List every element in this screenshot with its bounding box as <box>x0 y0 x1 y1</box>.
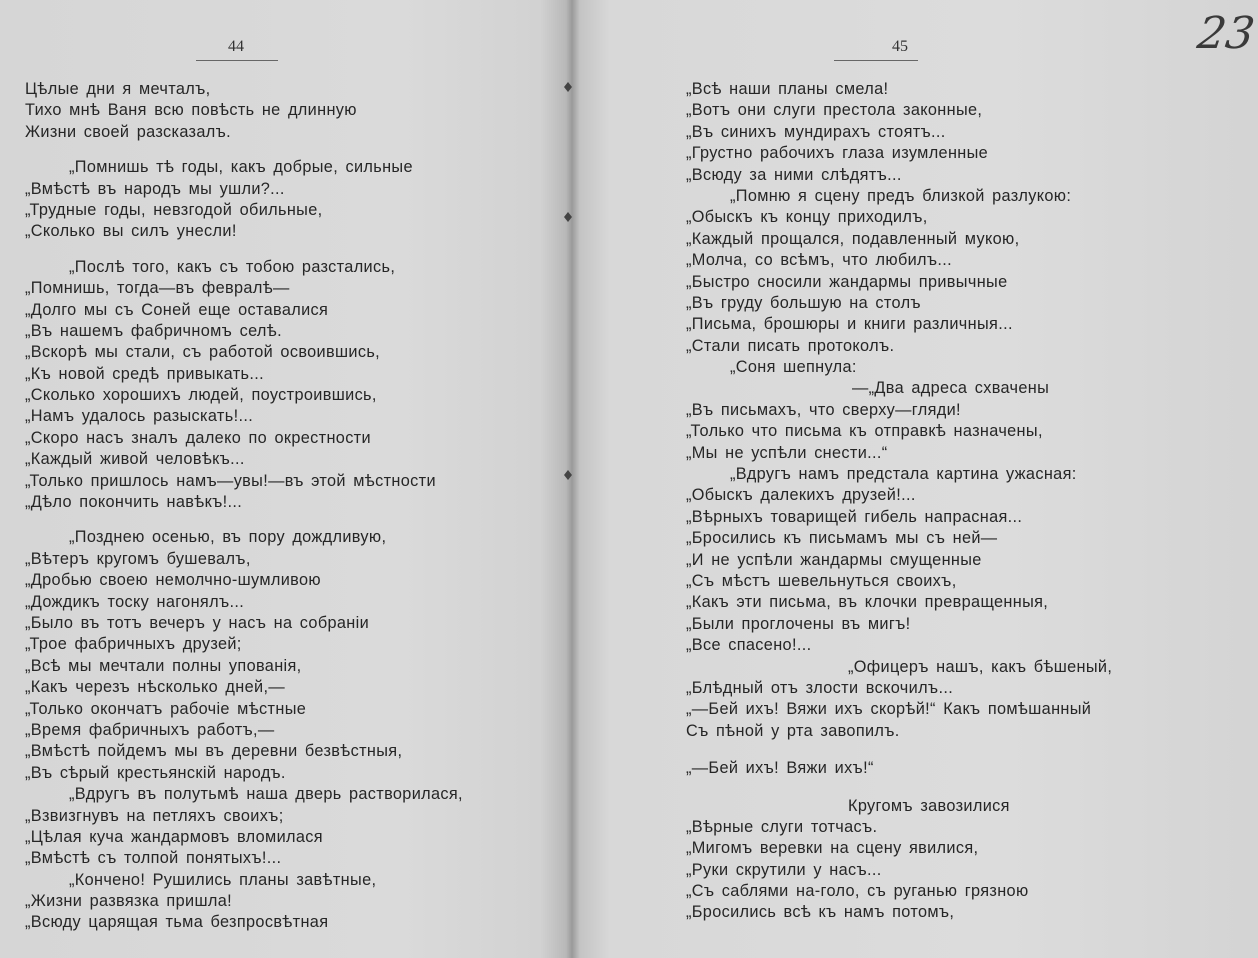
verse-line: „Дождикъ тоску нагонялъ... <box>25 592 245 611</box>
verse-line: „Вмѣстѣ съ толпой понятыхъ!... <box>25 849 282 868</box>
verse-line: „Только что письма къ отправкѣ назначены, <box>686 422 1043 441</box>
verse-line: „Въ нашемъ фабричномъ селѣ. <box>25 321 282 340</box>
verse-line: „Только окончатъ рабочіе мѣстные <box>25 699 307 718</box>
verse-line: „Въ письмахъ, что сверху—гляди! <box>686 400 961 419</box>
verse-line: „Бросились къ письмамъ мы съ ней— <box>686 529 998 548</box>
verse-line: „Съ саблями на-голо, съ руганью грязною <box>686 882 1029 901</box>
verse-line: „Вмѣстѣ пойдемъ мы въ деревни безвѣстныя, <box>25 742 403 761</box>
poem-text <box>686 79 1112 924</box>
verse-line: „Мы не успѣли снести...“ <box>686 443 888 462</box>
verse-line: „Взвизгнувъ на петляхъ своихъ; <box>25 806 284 825</box>
verse-line: „Всѣ мы мечтали полны упованія, <box>25 656 302 675</box>
verse-line: „Дѣло покончить навѣкъ!... <box>25 493 243 512</box>
verse-line: „Всюду за ними слѣдятъ... <box>686 165 902 184</box>
verse-line: „Были проглочены въ мигъ! <box>686 614 911 633</box>
verse-line: „Помню я сцену предъ близкой разлукою: <box>730 186 1072 205</box>
poem-text <box>25 79 463 934</box>
verse-line: „И не успѣли жандармы смущенные <box>686 550 982 569</box>
verse-line: „Сколько вы силъ унесли! <box>25 222 237 241</box>
page-number-rule <box>196 60 278 61</box>
verse-line: „Вѣрныхъ товарищей гибель напрасная... <box>686 507 1023 526</box>
verse-line: „Стали писать протоколъ. <box>686 336 895 355</box>
handwritten-folio-number: 23 <box>1194 8 1258 59</box>
right-page <box>574 0 1250 958</box>
verse-line: „Все спасено!... <box>686 636 812 655</box>
verse-line: Тихо мнѣ Ваня всю повѣсть не длинную <box>25 101 357 120</box>
verse-line: „Вѣтеръ кругомъ бушевалъ, <box>25 549 251 568</box>
verse-line: „Намъ удалось разыскать!... <box>25 407 254 426</box>
verse-line: „Быстро сносили жандармы привычные <box>686 272 1008 291</box>
verse-line: Кругомъ завозилися <box>848 796 1010 815</box>
verse-line: „Жизни развязка пришла! <box>25 892 232 911</box>
verse-line: „Обыскъ далекихъ друзей!... <box>686 486 916 505</box>
page-number: 44 <box>228 38 244 55</box>
verse-line: „Трудные годы, невзгодой обильные, <box>25 200 323 219</box>
verse-line: „Въ груду большую на столъ <box>686 293 921 312</box>
verse-line: „Помнишь, тогда—въ февралѣ— <box>25 279 290 298</box>
page-number: 45 <box>892 38 908 55</box>
verse-line: „Всюду царящая тьма безпросвѣтная <box>25 913 329 932</box>
verse-line: „Скоро насъ зналъ далеко по окрестности <box>25 428 371 447</box>
verse-line: „Долго мы съ Соней еще оставалися <box>25 300 329 319</box>
verse-line: —„Два адреса схвачены <box>852 379 1050 398</box>
verse-line: „Кончено! Рушились планы завѣтные, <box>69 870 377 889</box>
verse-line: „Письма, брошюры и книги различныя... <box>686 315 1013 334</box>
verse-line: „Руки скрутили у насъ... <box>686 860 882 879</box>
verse-line: „Бросились всѣ къ намъ потомъ, <box>686 903 955 922</box>
verse-line: „Къ новой средѣ привыкать... <box>25 364 264 383</box>
left-page <box>0 0 566 958</box>
verse-line: „Вскорѣ мы стали, съ работой освоившись, <box>25 343 381 362</box>
verse-line: „Было въ тотъ вечеръ у насъ на собраніи <box>25 613 370 632</box>
verse-line: „Въ сѣрый крестьянскій народъ. <box>25 763 286 782</box>
verse-line: „Мигомъ веревки на сцену явилися, <box>686 839 979 858</box>
verse-line: „Вѣрные слуги тотчасъ. <box>686 817 878 836</box>
verse-line: Жизни своей разсказалъ. <box>25 122 232 141</box>
verse-line: „Какъ эти письма, въ клочки превращенныя, <box>686 593 1049 612</box>
verse-line: „Время фабричныхъ работъ,— <box>25 720 275 739</box>
verse-line: „Вдругъ намъ предстала картина ужасная: <box>730 465 1077 484</box>
verse-line: Съ пѣной у рта завопилъ. <box>686 721 900 740</box>
verse-line: „Съ мѣстъ шевельнуться своихъ, <box>686 571 957 590</box>
verse-line: „Позднею осенью, въ пору дождливую, <box>69 528 387 547</box>
verse-line: „Каждый прощался, подавленный мукою, <box>686 229 1020 248</box>
verse-line: „Въ синихъ мундирахъ стоятъ... <box>686 122 946 141</box>
verse-line: „Всѣ наши планы смела! <box>686 80 889 98</box>
verse-line: „Сколько хорошихъ людей, поустроившись, <box>25 386 377 405</box>
verse-line: „Соня шепнула: <box>730 358 857 377</box>
verse-line: „Цѣлая куча жандармовъ вломилася <box>25 827 323 846</box>
verse-line: „Грустно рабочихъ глаза изумленные <box>686 144 989 163</box>
verse-line: „Вмѣстѣ въ народъ мы ушли?... <box>25 179 285 198</box>
verse-line: „—Бей ихъ! Вяжи ихъ скорѣй!“ Какъ помѣшанный <box>686 700 1092 719</box>
page-number-rule <box>834 60 918 61</box>
verse-line: „Какъ черезъ нѣсколько дней,— <box>25 678 285 697</box>
verse-line: „Обыскъ къ концу приходилъ, <box>686 208 928 227</box>
verse-line: „Молча, со всѣмъ, что любилъ... <box>686 251 953 270</box>
verse-line: Цѣлые дни я мечталъ, <box>25 80 211 98</box>
verse-line: „Вотъ они слуги престола законные, <box>686 101 983 120</box>
verse-line: „Офицеръ нашъ, какъ бѣшеный, <box>848 657 1113 676</box>
verse-line: „Помнишь тѣ годы, какъ добрые, сильные <box>69 158 413 177</box>
verse-line: „Послѣ того, какъ съ тобою разстались, <box>69 257 396 276</box>
verse-line: „Каждый живой человѣкъ... <box>25 450 245 469</box>
verse-line: „Вдругъ въ полутьмѣ наша дверь растворилася, <box>69 785 463 804</box>
verse-line: „—Бей ихъ! Вяжи ихъ!“ <box>686 759 874 778</box>
verse-line: „Только пришлось намъ—увы!—въ этой мѣстности <box>25 471 436 490</box>
verse-line: „Дробью своею немолчно-шумливою <box>25 571 321 590</box>
verse-line: „Трое фабричныхъ друзей; <box>25 635 242 654</box>
verse-line: „Блѣдный отъ злости вскочилъ... <box>686 678 954 697</box>
